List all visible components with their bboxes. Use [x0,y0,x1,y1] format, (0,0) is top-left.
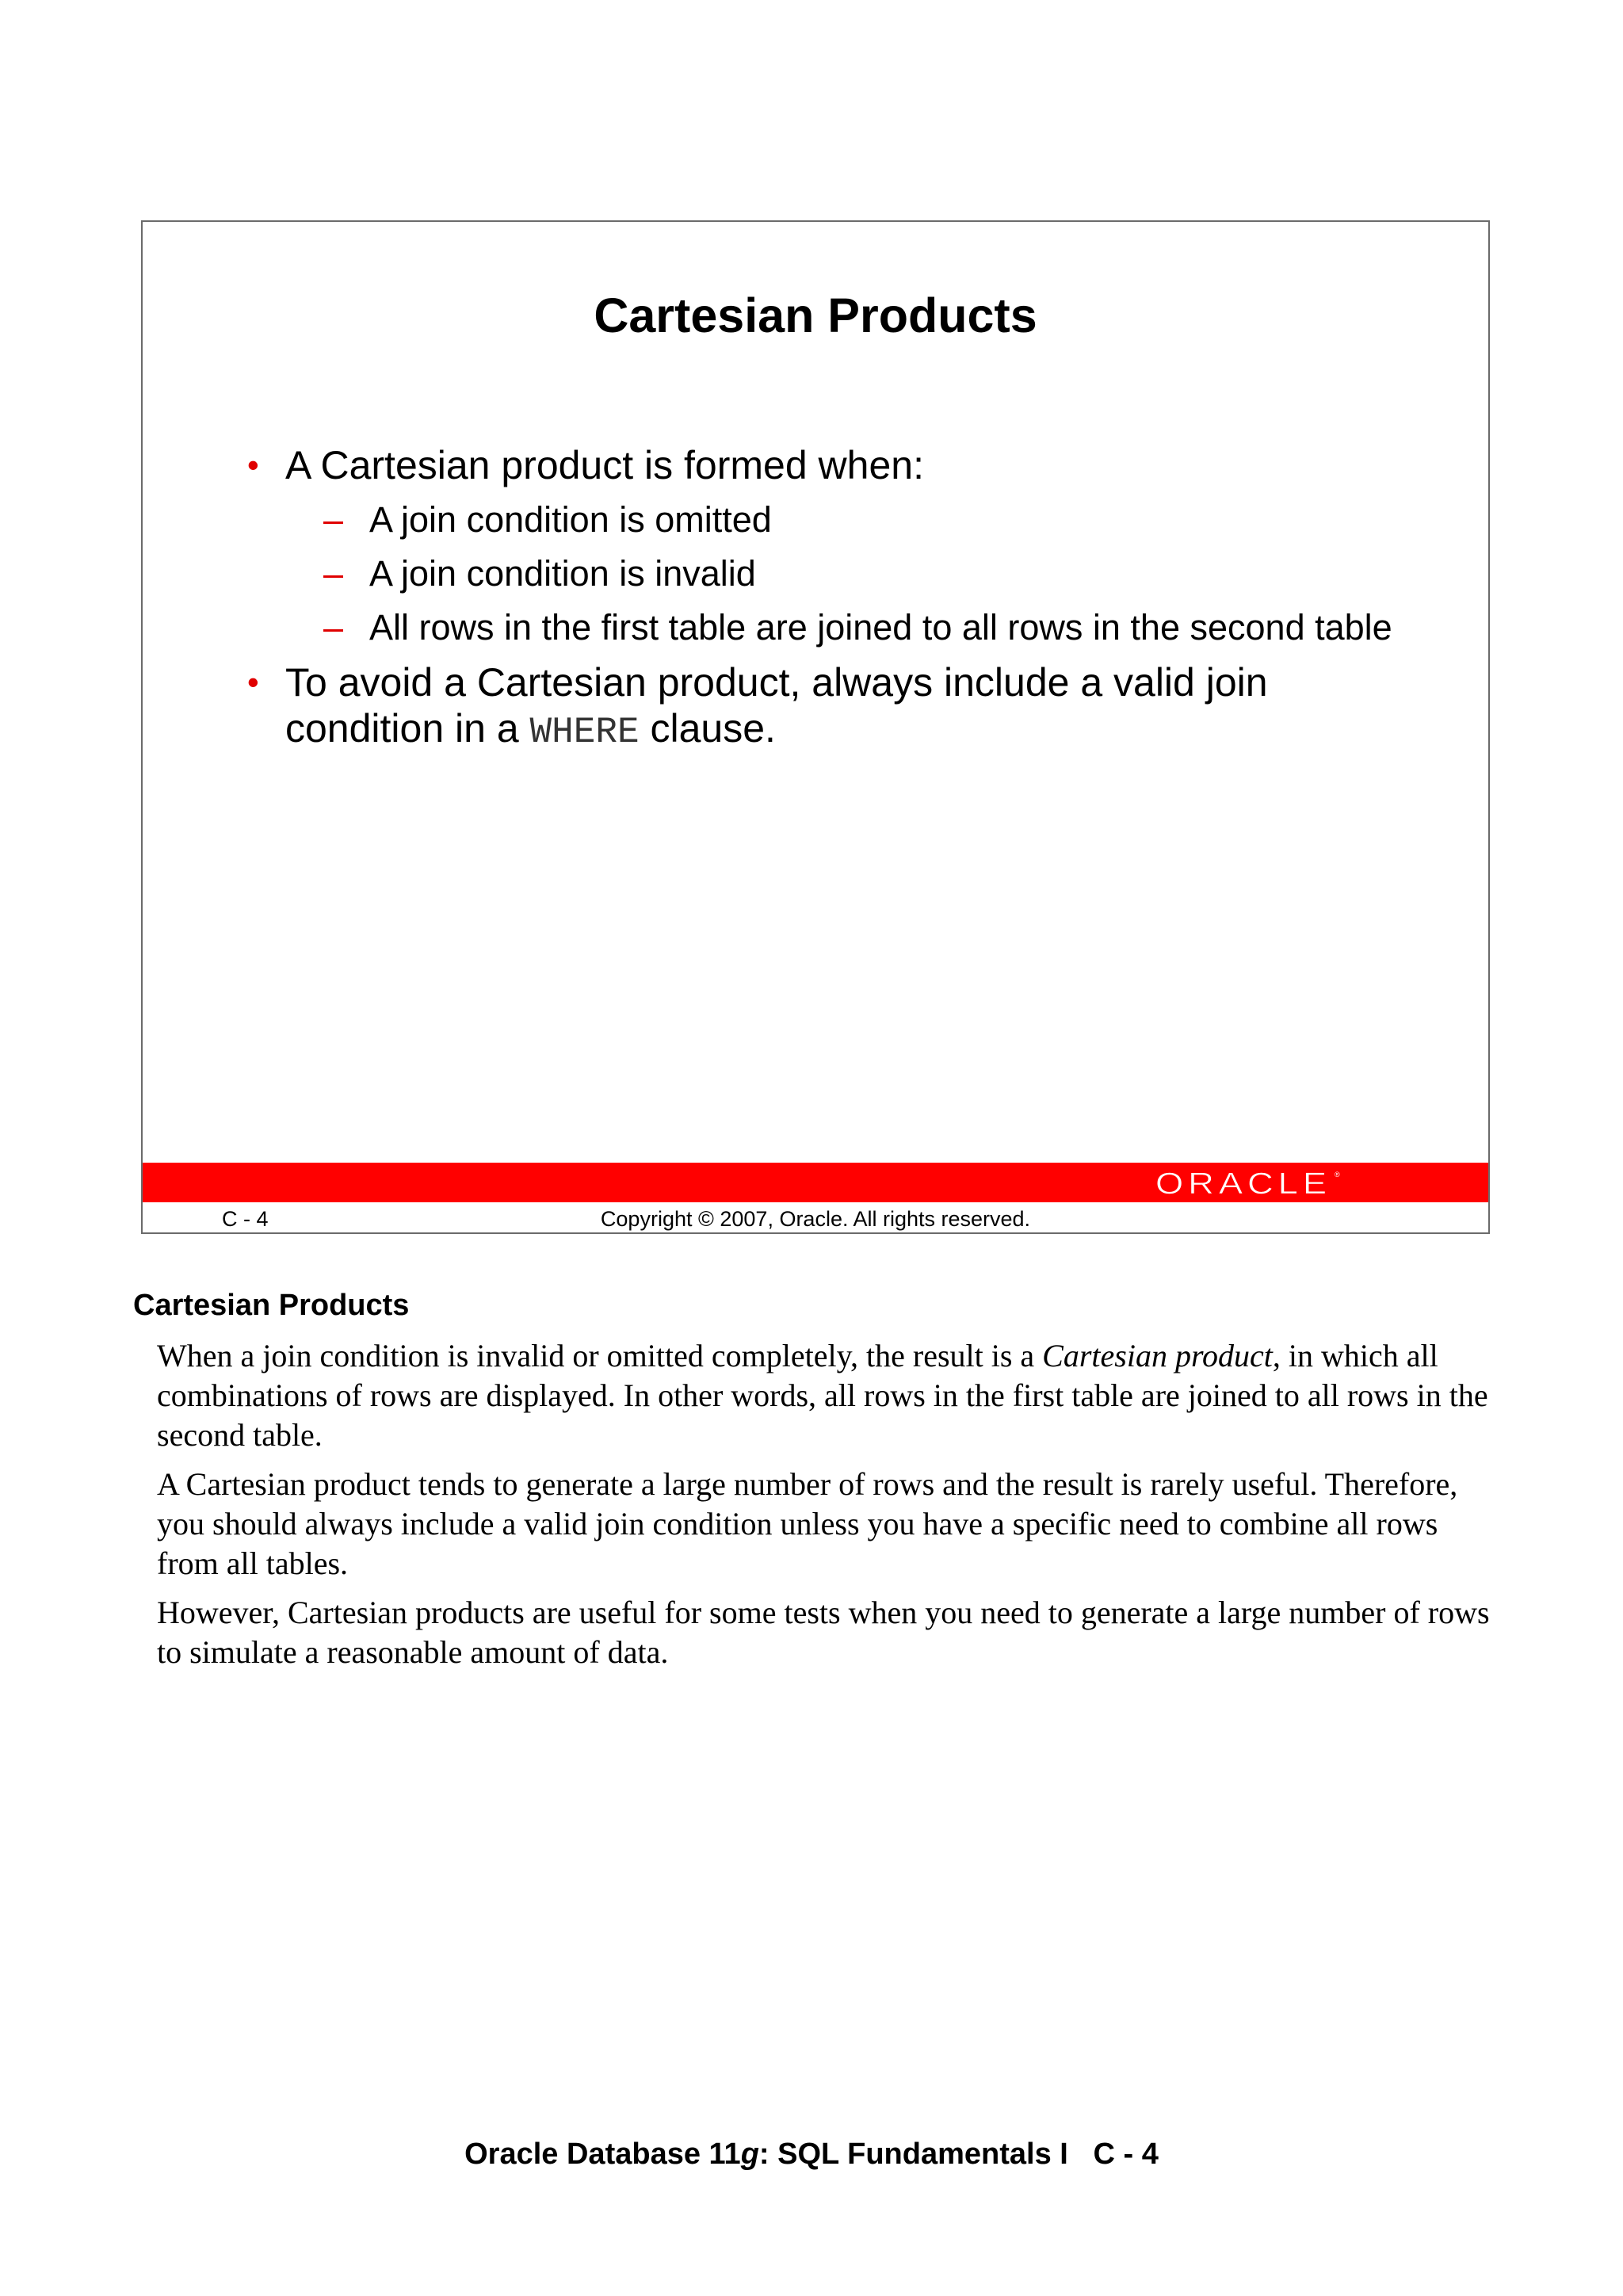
page-footer [0,2137,1623,2172]
dash-marker: – [323,607,344,648]
slide-frame [141,220,1490,1234]
oracle-logo [1155,1166,1346,1199]
copyright-text: Copyright © 2007, Oracle. All rights reserved. [600,1207,1031,1231]
slide-body [247,442,1404,765]
footer-text: : SQL Fundamentals I C - 4 [758,2137,1159,2171]
slide-page-number: C - 4 [222,1207,269,1231]
code-keyword: WHERE [529,712,640,753]
slide-footer [143,1202,1488,1232]
dash-marker: – [323,499,344,540]
notes-paragraph [157,1336,1504,1455]
footer-italic-g: g [740,2137,759,2171]
red-footer-bar [143,1163,1488,1202]
sub-bullet-text: A join condition is omitted [369,499,772,540]
bullet-marker: • [247,663,259,701]
notes-body [157,1336,1504,1682]
slide-title: Cartesian Products [594,288,1037,342]
notes-text: When a join condition is invalid or omitted completely, the result is a [157,1338,1043,1373]
bullet-text-start: To avoid a Cartesian product, always include a valid join condition in a [285,660,1268,751]
notes-paragraph: A Cartesian product tends to generate a large number of rows and the result is rarely useful. Therefore, you should always include a valid join condition unless you have a specific need to combine all rows from all tables. [157,1466,1458,1581]
bullet-marker: • [247,446,259,483]
sub-bullet-text: All rows in the first table are joined to all rows in the second table [369,607,1392,648]
footer-text: Oracle Database 11 [464,2137,741,2171]
bullet-text-end: clause. [639,706,776,751]
sub-bullet-item [247,606,1404,650]
dash-marker: – [323,553,344,594]
notes-paragraph: However, Cartesian products are useful for some tests when you need to generate a large number of rows to simulate a reasonable amount of data. [157,1595,1490,1670]
notes-text: , in which all combinations of rows are displayed. In other words, all rows in the first table are joined to all rows in the second table. [157,1338,1488,1453]
notes-heading: Cartesian Products [133,1289,410,1322]
bullet-item [247,442,1404,488]
sub-bullet-item [247,552,1404,596]
bullet-text [285,660,1268,751]
notes-emphasis: Cartesian product [1042,1338,1273,1373]
oracle-logo-text: ORACLE [1155,1167,1331,1199]
bullet-item [247,659,1404,755]
trademark-mark: ® [1335,1171,1340,1179]
sub-bullet-text: A join condition is invalid [369,553,756,594]
sub-bullet-list [247,498,1404,650]
sub-bullet-item [247,498,1404,542]
bullet-text: A Cartesian product is formed when: [285,443,924,487]
